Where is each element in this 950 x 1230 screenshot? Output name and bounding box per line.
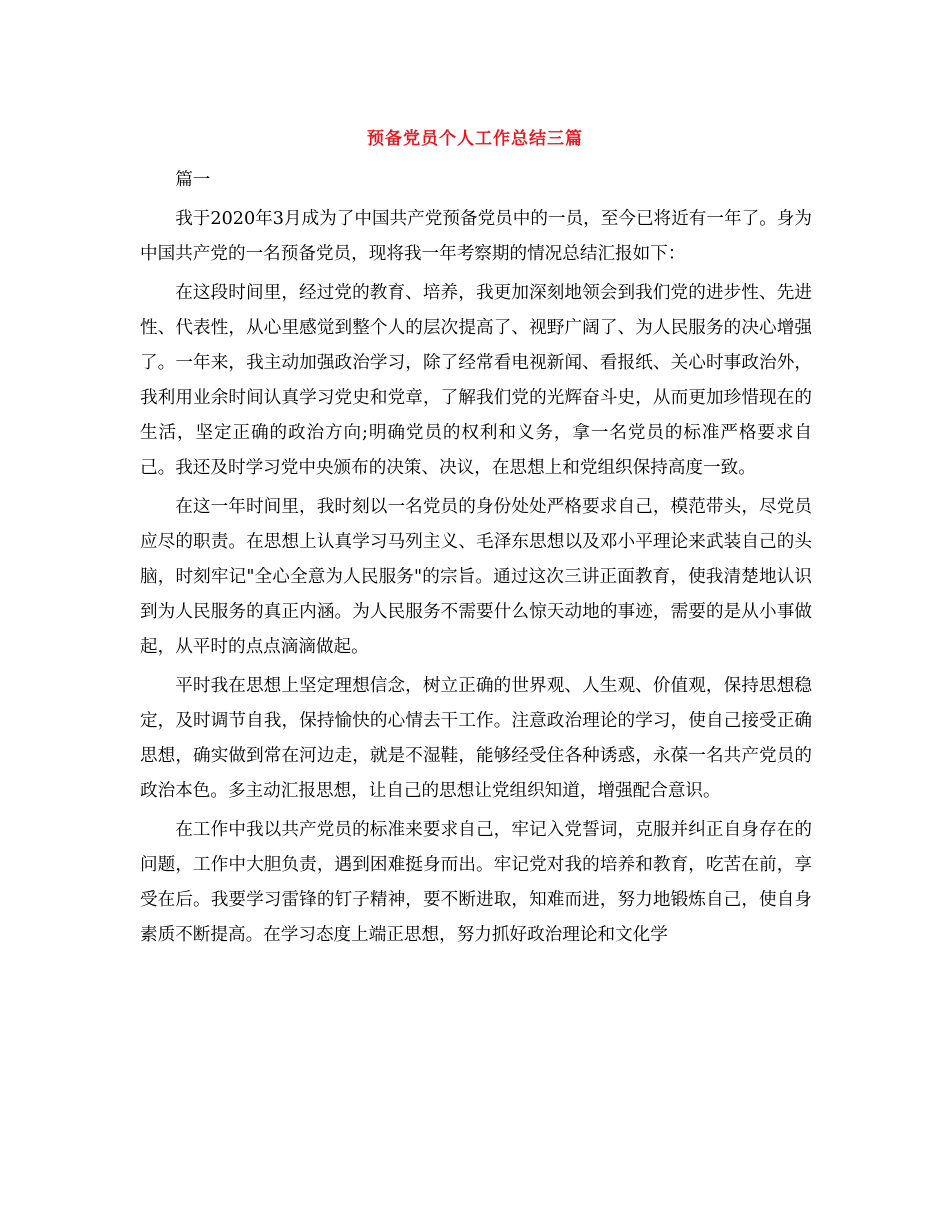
paragraph-4: 平时我在思想上坚定理想信念，树立正确的世界观、人生观、价值观，保持思想稳定，及时调节自我，保持愉快的心情去干工作。注意政治理论的学习，使自己接受正确思想，确实做到常在河边走，就是不湿鞋，能够经受住各种诱惑，永葆一名共产党员的政治本色。多主动汇报思想，让自己的思想让党组织知道，增强配合意识。 — [140, 676, 812, 801]
document-body — [140, 163, 812, 957]
paragraph-2: 在这段时间里，经过党的教育、培养，我更加深刻地领会到我们党的进步性、先进性、代表性，从心里感觉到整个人的层次提高了、视野广阔了、为人民服务的决心增强了。一年来，我主动加强政治学习，除了经常看电视新闻、看报纸、关心时事政治外，我利用业余时间认真学习党史和党章，了解我们党的光辉奋斗史，从而更加珍惜现在的生活，坚定正确的政治方向;明确党员的权利和义务，拿一名党员的标准严格要求自己。我还及时学习党中央颁布的决策、决议，在思想上和党组织保持高度一致。 — [140, 283, 812, 478]
paragraph-5: 在工作中我以共产党员的标准来要求自己，牢记入党誓词，克服并纠正自身存在的问题，工作中大胆负责，遇到困难挺身而出。牢记党对我的培养和教育，吃苦在前，享受在后。我要学习雷锋的钉子精神，要不断进取，知难而进，努力地锻炼自己，使自身素质不断提高。在学习态度上端正思想，努力抓好政治理论和文化学 — [140, 820, 812, 945]
section-heading: 篇一 — [175, 170, 211, 190]
paragraph-1: 我于2020年3月成为了中国共产党预备党员中的一员，至今已将近有一年了。身为中国共产党的一名预备党员，现将我一年考察期的情况总结汇报如下： — [140, 209, 812, 264]
document-title: 预备党员个人工作总结三篇 — [367, 129, 583, 149]
paragraph-3: 在这一年时间里，我时刻以一名党员的身份处处严格要求自己，模范带头，尽党员应尽的职责。在思想上认真学习马列主义、毛泽东思想以及邓小平理论来武装自己的头脑，时刻牢记"全心全意为人民服务"的宗旨。通过这次三讲正面教育，使我清楚地认识到为人民服务的真正内涵。为人民服务不需要什么惊天动地的事迹，需要的是从小事做起，从平时的点点滴滴做起。 — [140, 497, 812, 657]
